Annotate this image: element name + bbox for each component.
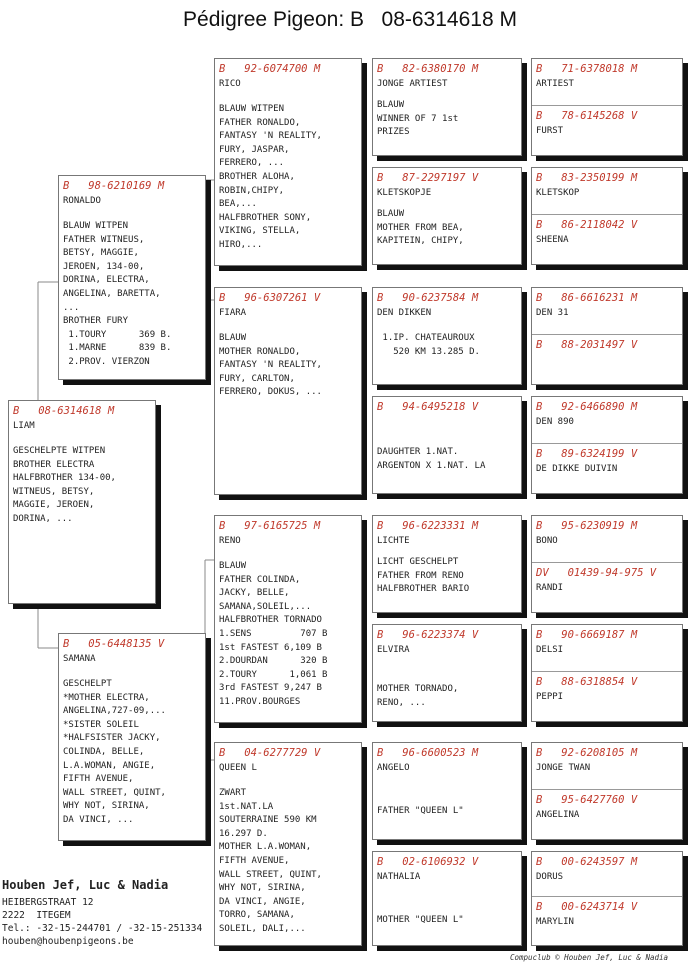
ring-number: B 00-6243714 V [536, 901, 638, 913]
ring-number: B 82-6380170 M [377, 63, 479, 75]
ring-number: B 92-6074700 M [219, 63, 321, 75]
divider [532, 671, 682, 672]
pigeon-name: LICHTE [377, 536, 410, 546]
pigeon-name: DELSI [536, 645, 564, 655]
pigeon-name: RICO [219, 79, 241, 89]
pigeon-details: GESCHELPT *MOTHER ELECTRA, ANGELINA,727-09,... *SISTER SOLEIL *HALFSISTER JACKY, COLINDA, BELLE, L.A.WOMAN, ANGIE, FIFTH AVENUE, WALL STREET, QUINT, WHY NOT, SIRINA, DA VINCI, ... [63, 679, 166, 825]
great-great-grandparents-pair [531, 851, 683, 946]
pigeon-details: LICHT GESCHELPT FATHER FROM RENO HALFBROTHER BARIO [377, 557, 470, 595]
great-great-grandparents-pair [531, 515, 683, 613]
pigeon-name: MARYLIN [536, 917, 574, 927]
ring-number: B 94-6495218 V [377, 401, 479, 413]
ring-number: B 08-6314618 M [13, 405, 115, 417]
pigeon-details: FATHER "QUEEN L" [377, 806, 464, 816]
pigeon-details: BLAUW WITPEN FATHER WITNEUS, BETSY, MAGGIE, JEROEN, 134-00, DORINA, ELECTRA, ANGELINA, BARETTA, ... BROTHER FURY 1.TOURY 369 B. 1.MARNE 839 B. 2.PROV. VIERZON [63, 221, 172, 367]
great-grandparent-card [372, 742, 522, 840]
ring-number: B 95-6230919 M [536, 520, 638, 532]
great-grandparent-card [372, 167, 522, 265]
pigeon-name: KLETSKOP [536, 188, 580, 198]
ring-number: B 98-6210169 M [63, 180, 165, 192]
great-great-grandparents-pair [531, 624, 683, 722]
pigeon-name: DORUS [536, 872, 564, 882]
ring-number: B 96-6307261 V [219, 292, 321, 304]
ring-number: B 92-6208105 M [536, 747, 638, 759]
pigeon-name: QUEEN L [219, 763, 257, 773]
ring-number: B 96-6223374 V [377, 629, 479, 641]
grandparent-card [214, 742, 362, 946]
pigeon-name: RENO [219, 536, 241, 546]
pigeon-name: DEN 31 [536, 308, 569, 318]
pigeon-details: BLAUW MOTHER FROM BEA, KAPITEIN, CHIPY, [377, 209, 464, 247]
pigeon-name: NATHALIA [377, 872, 421, 882]
ring-number: B 04-6277729 V [219, 747, 321, 759]
grandparent-card [214, 287, 362, 495]
pigeon-name: DE DIKKE DUIVIN [536, 464, 618, 474]
ring-number: B 00-6243597 M [536, 856, 638, 868]
pigeon-name: BONO [536, 536, 558, 546]
pigeon-name: ANGELINA [536, 810, 580, 820]
pigeon-name: PEPPI [536, 692, 564, 702]
pigeon-details: GESCHELPTE WITPEN BROTHER ELECTRA HALFBROTHER 134-00, WITNEUS, BETSY, MAGGIE, JEROEN, DORINA, ... [13, 446, 116, 524]
great-grandparent-card [372, 287, 522, 385]
ring-number: B 92-6466890 M [536, 401, 638, 413]
divider [532, 789, 682, 790]
ring-number: B 83-2350199 M [536, 172, 638, 184]
divider [532, 562, 682, 563]
divider [532, 334, 682, 335]
ring-number: B 95-6427760 V [536, 794, 638, 806]
pigeon-details: MOTHER TORNADO, RENO, ... [377, 684, 459, 708]
ring-number: B 86-6616231 M [536, 292, 638, 304]
ring-number: B 96-6223331 M [377, 520, 479, 532]
ring-number: B 71-6378018 M [536, 63, 638, 75]
great-great-grandparents-pair [531, 58, 683, 156]
grandparent-card [214, 58, 362, 266]
address-city: 2222 ITEGEM [2, 910, 71, 921]
pigeon-name: FIARA [219, 308, 247, 318]
pigeon-name: SAMANA [63, 654, 96, 664]
pigeon-details: BLAUW WITPEN FATHER RONALDO, FANTASY 'N REALITY, FURY, JASPAR, FERRERO, ... BROTHER ALOHA, ROBIN,CHIPY, BEA,... HALFBROTHER SONY, VIKING, STELLA, HIRO,... [219, 104, 322, 250]
ring-number: B 88-2031497 V [536, 339, 638, 351]
pigeon-name: LIAM [13, 421, 35, 431]
pigeon-name: ANGELO [377, 763, 410, 773]
great-great-grandparents-pair [531, 742, 683, 840]
ring-number: B 88-6318854 V [536, 676, 638, 688]
divider [532, 214, 682, 215]
ring-number: B 87-2297197 V [377, 172, 479, 184]
pigeon-name: ARTIEST [536, 79, 574, 89]
pigeon-name: RONALDO [63, 196, 101, 206]
pigeon-name: JONGE ARTIEST [377, 79, 448, 89]
owner-contact-block [2, 878, 202, 948]
great-grandparent-card [372, 396, 522, 494]
pigeon-details: BLAUW MOTHER RONALDO, FANTASY 'N REALITY, FURY, CARLTON, FERRERO, DOKUS, ... [219, 333, 322, 398]
pigeon-name: DEN 890 [536, 417, 574, 427]
email-link[interactable]: houben@houbenpigeons.be [2, 936, 134, 947]
ring-number: B 96-6600523 M [377, 747, 479, 759]
divider [532, 443, 682, 444]
ring-number: B 90-6237584 M [377, 292, 479, 304]
pigeon-details: BLAUW FATHER COLINDA, JACKY, BELLE, SAMANA,SOLEIL,... HALFBROTHER TORNADO 1.SENS 707 B 1st FASTEST 6,109 B 2.DOURDAN 320 B 2.TOURY 1,061 B 3rd FASTEST 9,247 B 11.PROV.BOURGES [219, 561, 328, 707]
pigeon-details: DAUGHTER 1.NAT. ARGENTON X 1.NAT. LA [377, 447, 486, 471]
sire-card [58, 175, 206, 380]
dam-card [58, 633, 206, 841]
ring-number: B 05-6448135 V [63, 638, 165, 650]
pigeon-name: DEN DIKKEN [377, 308, 432, 318]
great-great-grandparents-pair [531, 396, 683, 494]
great-grandparent-card [372, 624, 522, 722]
great-great-grandparents-pair [531, 287, 683, 385]
ring-number: B 78-6145268 V [536, 110, 638, 122]
pigeon-name: SHEENA [536, 235, 569, 245]
pigeon-details: ZWART 1st.NAT.LA SOUTERRAINE 590 KM 16.297 D. MOTHER L.A.WOMAN, FIFTH AVENUE, WALL STREET, QUINT, WHY NOT, SIRINA, DA VINCI, ANGIE, TORRO, SAMANA, SOLEIL, DALI,... [219, 788, 322, 934]
great-grandparent-card [372, 851, 522, 946]
ring-number: DV 01439-94-975 V [536, 567, 657, 579]
ring-number: B 89-6324199 V [536, 448, 638, 460]
ring-number: B 86-2118042 V [536, 219, 638, 231]
page-title: Pédigree Pigeon: B 08-6314618 M [183, 8, 517, 31]
divider [532, 105, 682, 106]
owner-name: Houben Jef, Luc & Nadia [2, 878, 169, 892]
pigeon-name: FURST [536, 126, 564, 136]
pigeon-details: MOTHER "QUEEN L" [377, 915, 464, 925]
great-great-grandparents-pair [531, 167, 683, 265]
pigeon-name: ELVIRA [377, 645, 410, 655]
address-street: HEIBERGSTRAAT 12 [2, 897, 94, 908]
ring-number: B 90-6669187 M [536, 629, 638, 641]
subject-card [8, 400, 156, 604]
grandparent-card [214, 515, 362, 723]
pigeon-name: RANDI [536, 583, 564, 593]
telephone: Tel.: -32-15-244701 / -32-15-251334 [2, 923, 203, 934]
divider [532, 896, 682, 897]
ring-number: B 97-6165725 M [219, 520, 321, 532]
great-grandparent-card [372, 515, 522, 613]
copyright-notice: Compuclub © Houben Jef, Luc & Nadia [510, 953, 669, 962]
pigeon-details: 1.IP. CHATEAUROUX 520 KM 13.285 D. [382, 333, 480, 357]
pigeon-name: KLETSKOPJE [377, 188, 432, 198]
ring-number: B 02-6106932 V [377, 856, 479, 868]
pigeon-name: JONGE TWAN [536, 763, 591, 773]
pigeon-details: BLAUW WINNER OF 7 1st PRIZES [377, 100, 459, 138]
great-grandparent-card [372, 58, 522, 156]
